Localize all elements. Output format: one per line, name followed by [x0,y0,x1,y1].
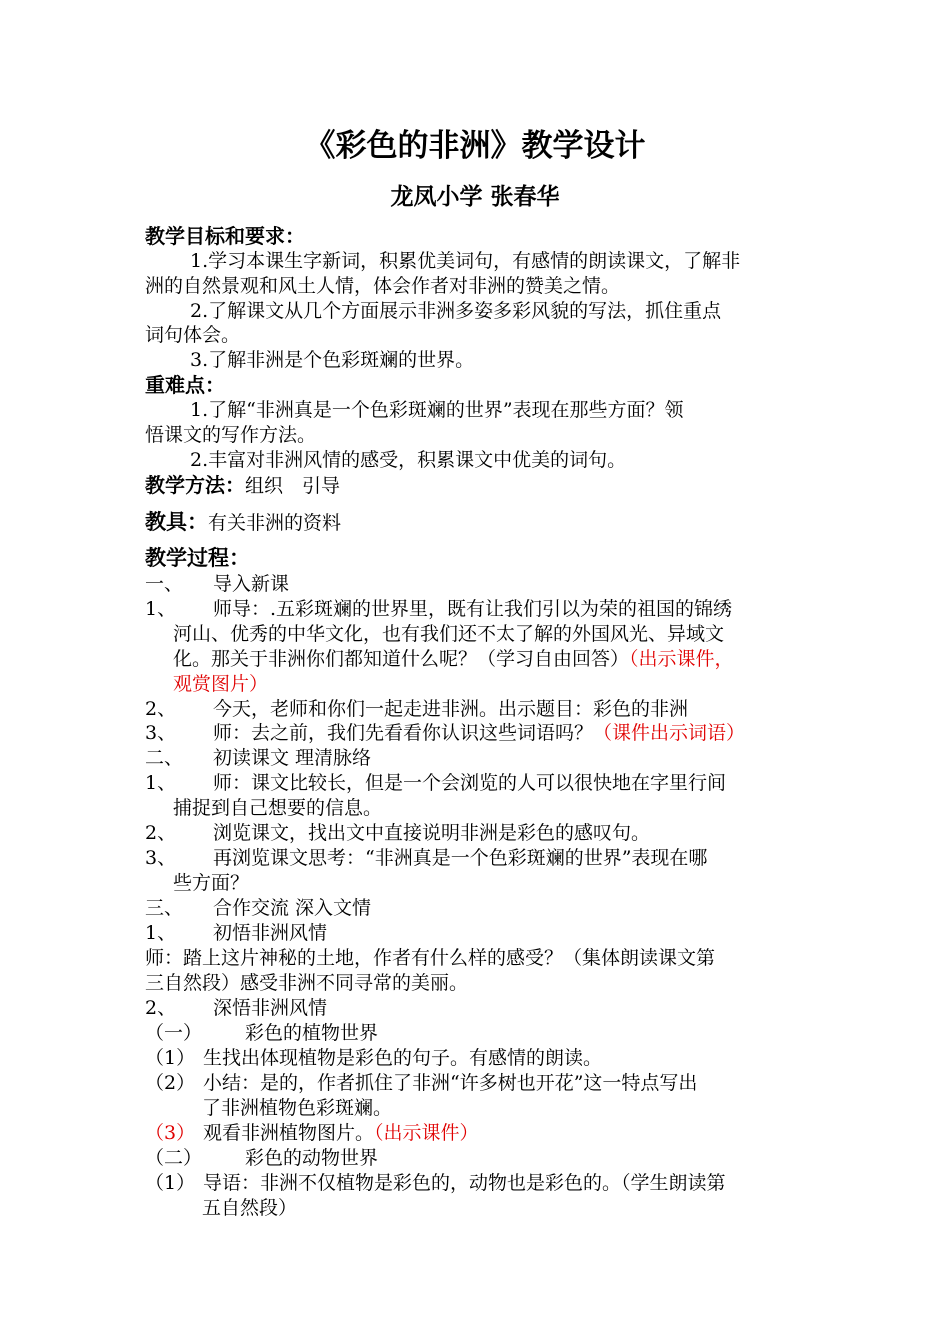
item-3-2-text: 深悟非洲风情 [213,997,328,1019]
document-title: 《彩色的非洲》教学设计 [304,128,646,164]
item-1-2 [145,697,810,722]
goal-2-line-1: 2.了解课文从几个方面展示非洲多姿多彩风貌的写法，抓住重点 [190,300,722,322]
item-2-3-num: 3、 [145,847,177,869]
item-2-2-num: 2、 [145,822,177,844]
item-2-2 [145,821,810,846]
item-2-1-line-1 [145,771,810,796]
key-points-heading: 重难点： [145,373,225,397]
item-2-1-text-a: 师：课文比较长，但是一个会浏览的人可以很快地在字里行间 [213,772,727,794]
process-heading: 教学过程： [145,546,250,570]
item-2-1-line-2: 捕捉到自己想要的信息。 [173,797,383,819]
item-2-1-num: 1、 [145,772,177,794]
document-author: 龙凤小学 张春华 [390,184,560,210]
item-2-3-line-1 [145,846,810,871]
section-1-label: 导入新课 [213,573,290,595]
item-1-1-text-a: 师导：.五彩斑斓的世界里，既有让我们引以为荣的祖国的锦绣 [213,598,733,620]
item-3-1 [145,921,810,946]
tools-value: 有关非洲的资料 [208,512,342,534]
method-value: 组织 引导 [245,475,341,497]
goals-heading: 教学目标和要求： [145,224,305,248]
part-2-item-1-num: （1） [145,1172,196,1194]
part-1-item-2-line-2: 了非洲植物色彩斑斓。 [202,1097,393,1119]
item-2-3-line-2: 些方面？ [173,872,250,894]
item-1-3-num: 3、 [145,722,177,744]
goal-3: 3.了解非洲是个色彩斑斓的世界。 [190,349,475,371]
key-1-line-1: 1.了解“非洲真是一个色彩斑斓的世界”表现在那些方面？领 [190,399,684,421]
item-1-1-courseware-note: （出示课件， [629,648,734,670]
item-2-3-text-a: 再浏览课文思考：“非洲真是一个色彩斑斓的世界”表现在哪 [213,847,708,869]
teacher-line-2: 三自然段）感受非洲不同寻常的美丽。 [145,972,469,994]
method-row [145,473,810,499]
part-1-item-3-text: 观看非洲植物图片。 [203,1122,375,1144]
item-1-2-num: 2、 [145,698,177,720]
part-2-item-1-line-2: 五自然段） [202,1197,298,1219]
part-2-item-1-line-1 [145,1171,810,1196]
section-3 [145,896,810,921]
part-1 [145,1021,810,1046]
part-1-item-1 [145,1046,810,1071]
item-3-2-num: 2、 [145,997,177,1019]
part-1-item-3 [145,1121,810,1146]
item-3-1-num: 1、 [145,922,177,944]
item-1-1-line-3 [173,647,838,672]
section-3-num: 三、 [145,897,184,919]
item-1-3 [145,721,810,746]
part-1-item-2-line-1 [145,1071,810,1096]
part-1-item-1-num: （1） [145,1047,196,1069]
goal-1-line-1: 1.学习本课生字新词，积累优美词句，有感情的朗读课文，了解非 [190,250,741,272]
goal-1-line-2: 洲的自然景观和风土人情，体会作者对非洲的赞美之情。 [145,275,621,297]
part-1-item-3-courseware-note: （出示课件） [374,1122,479,1144]
part-1-item-2-text-a: 小结：是的，作者抓住了非洲“许多树也开花”这一特点写出 [203,1072,698,1094]
part-2-num: （二） [145,1147,203,1169]
tools-heading: 教具： [145,510,208,534]
item-1-1-num: 1、 [145,598,177,620]
item-1-1-line-4: 观赏图片） [173,673,269,695]
item-2-2-text: 浏览课文，找出文中直接说明非洲是彩色的感叹句。 [213,822,651,844]
item-1-1-line-2: 河山、优秀的中华文化，也有我们还不太了解的外国风光、异域文 [173,623,725,645]
item-1-2-text: 今天，老师和你们一起走进非洲。出示题目：彩色的非洲 [213,698,689,720]
section-2 [145,746,810,771]
section-1-num: 一、 [145,573,184,595]
section-2-num: 二、 [145,747,184,769]
method-heading: 教学方法： [145,473,245,497]
teacher-line-1: 师：踏上这片神秘的土地，作者有什么样的感受？（集体朗读课文第 [145,947,716,969]
section-2-label: 初读课文 理清脉络 [213,747,372,769]
tools-row [145,510,810,536]
item-3-1-text: 初悟非洲风情 [213,922,328,944]
item-3-2 [145,996,810,1021]
item-1-3-text: 师：去之前，我们先看看你认识这些词语吗？ [213,722,594,744]
item-1-1-text-c: 化。那关于非洲你们都知道什么呢？（学习自由回答） [173,648,630,670]
part-1-num: （一） [145,1022,203,1044]
part-1-item-1-text: 生找出体现植物是彩色的句子。有感情的朗读。 [203,1047,603,1069]
key-2: 2.丰富对非洲风情的感受，积累课文中优美的词句。 [190,449,627,471]
item-1-1-line-1 [145,597,810,622]
item-1-3-courseware-note: （课件出示词语） [593,722,746,744]
goal-2-line-2: 词句体会。 [145,324,241,346]
part-2 [145,1146,810,1171]
part-2-item-1-text-a: 导语：非洲不仅植物是彩色的，动物也是彩色的。（学生朗读第 [203,1172,726,1194]
section-1 [145,572,810,597]
part-1-label: 彩色的植物世界 [245,1022,379,1044]
part-1-item-3-num: （3） [145,1122,196,1144]
key-1-line-2: 悟课文的写作方法。 [145,424,317,446]
section-3-label: 合作交流 深入文情 [213,897,372,919]
part-1-item-2-num: （2） [145,1072,196,1094]
part-2-label: 彩色的动物世界 [245,1147,379,1169]
